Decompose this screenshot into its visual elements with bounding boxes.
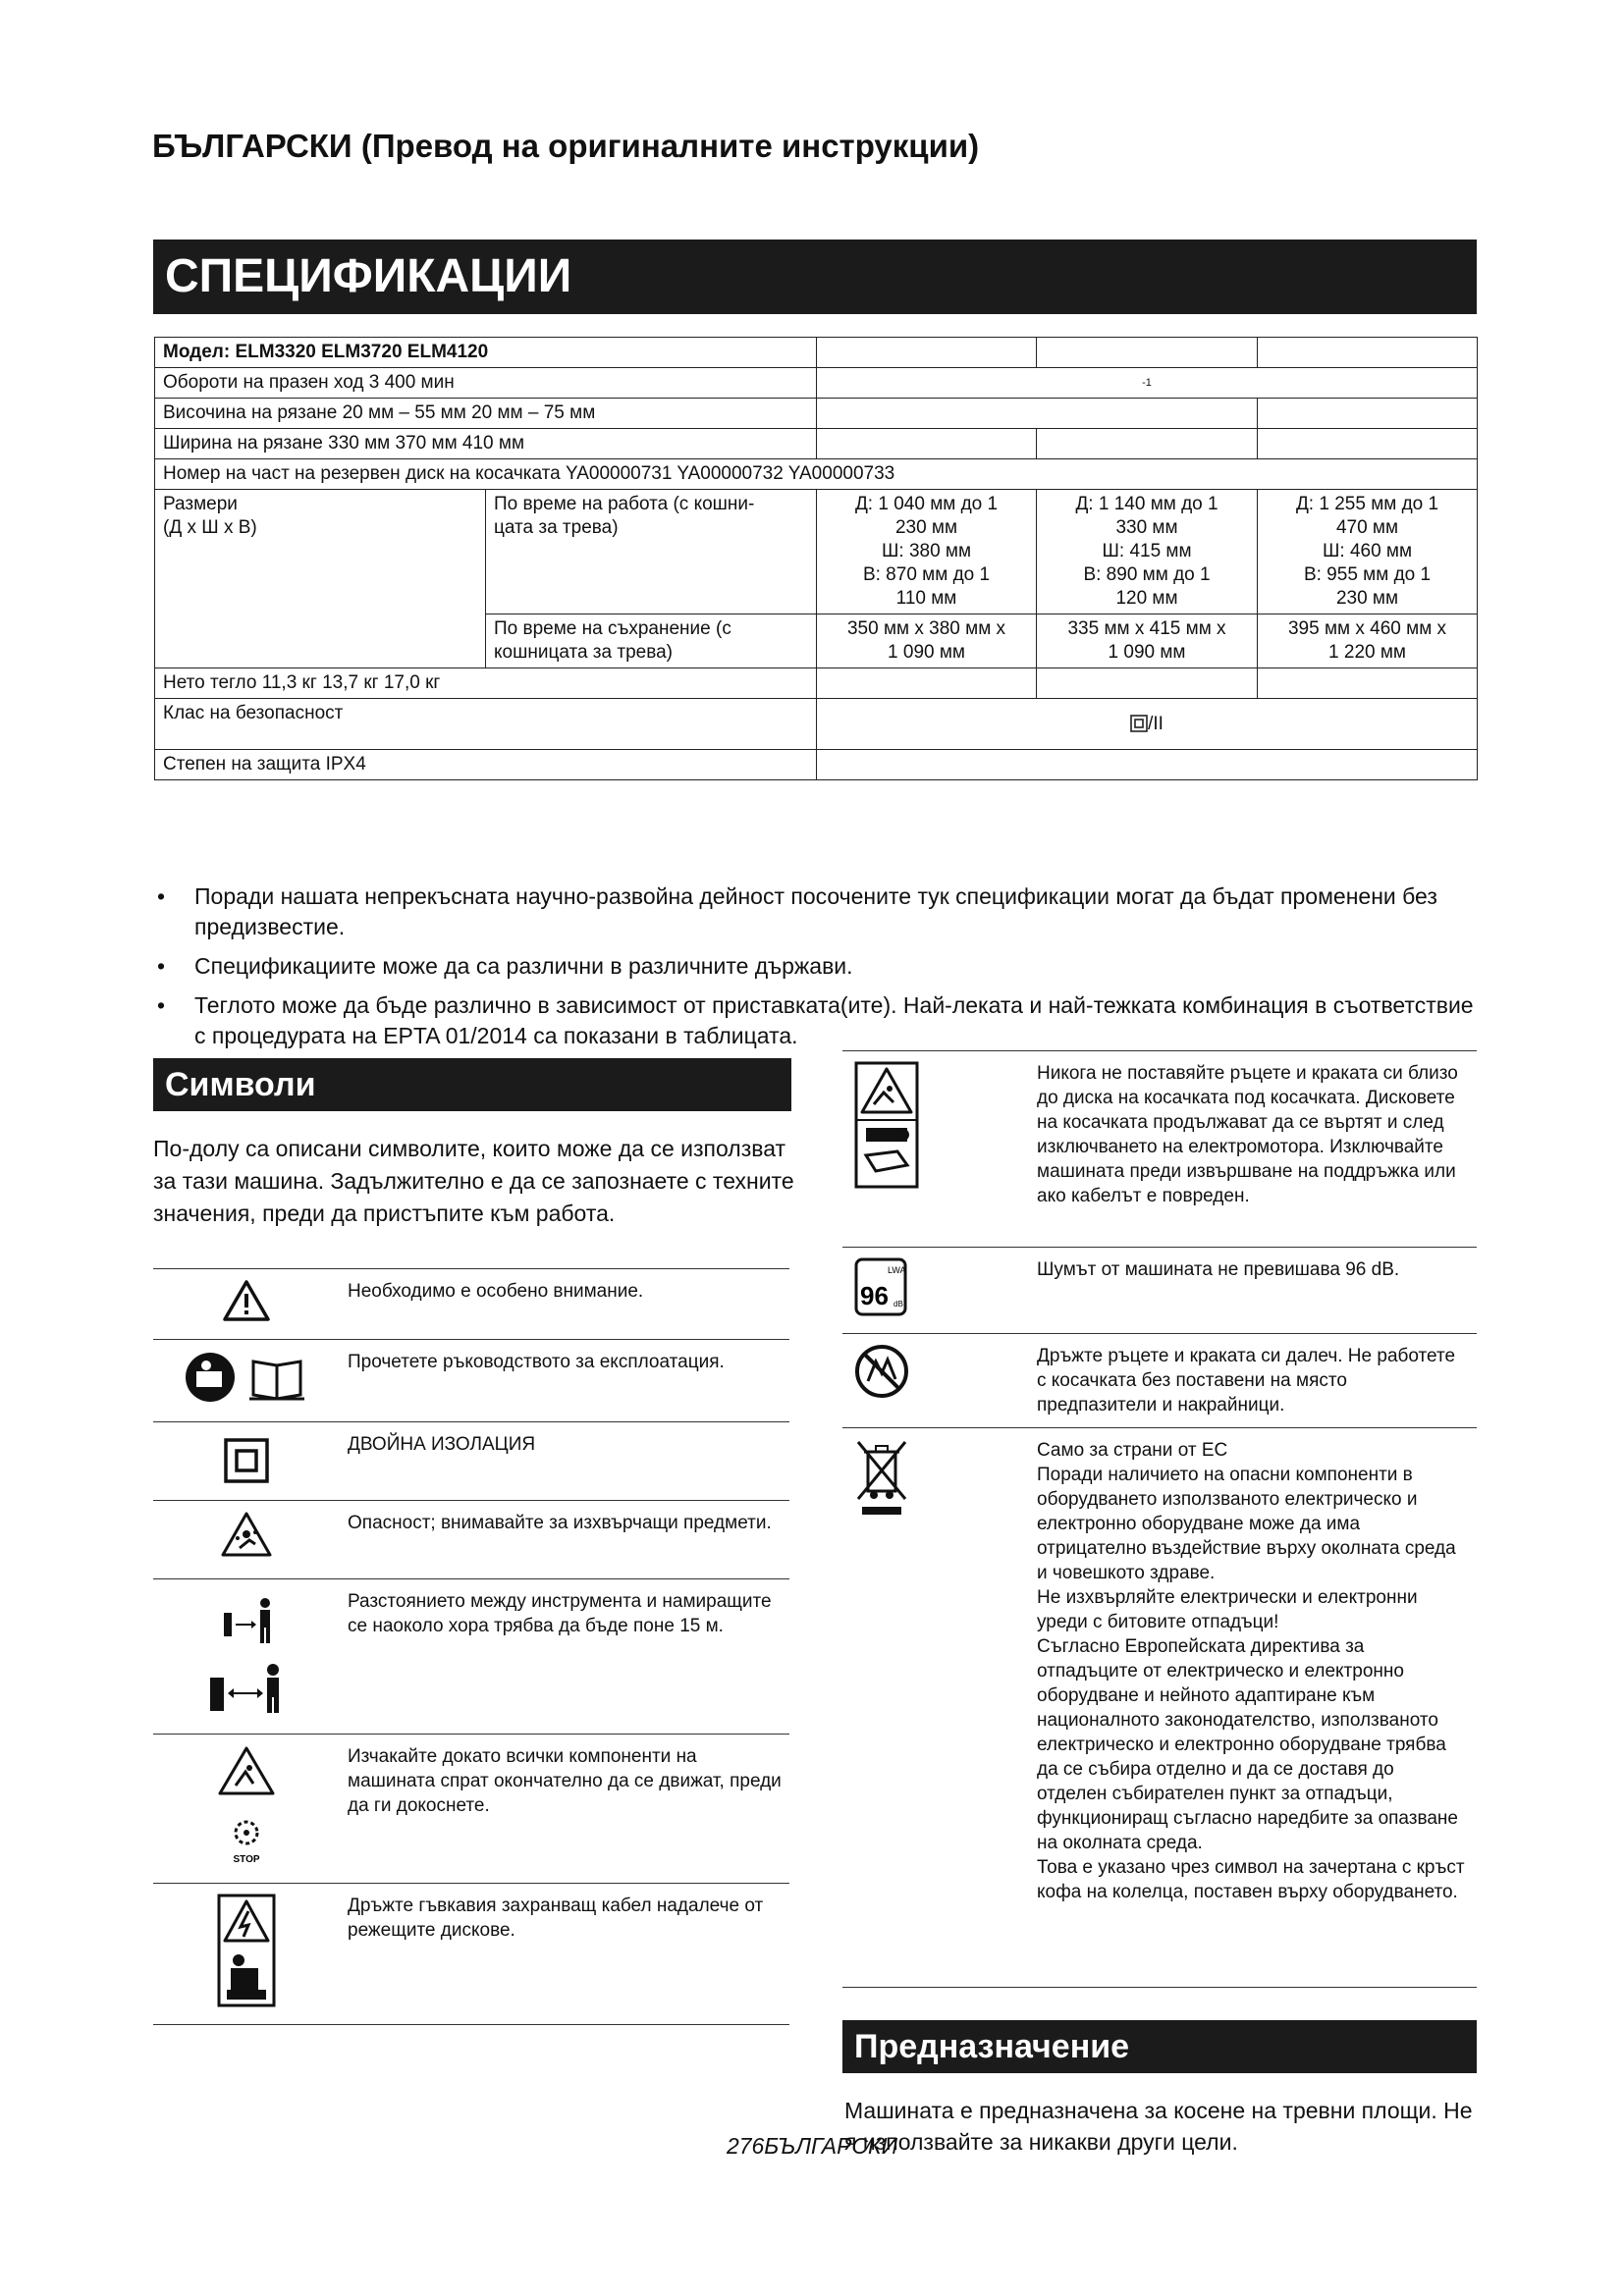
empty-cell (817, 338, 1037, 368)
table-row (153, 1735, 789, 1884)
empty-cell (1037, 338, 1258, 368)
specifications-table (154, 337, 1478, 780)
table-row (842, 1334, 1477, 1428)
safety-class-value-cell (817, 699, 1478, 750)
model-cell: Модел: ELM3320 ELM3720 ELM4120 (155, 338, 817, 368)
blade-hazard-icon (854, 1061, 919, 1189)
empty-cell (817, 750, 1478, 780)
flying-objects-icon (220, 1511, 273, 1558)
double-insulation-icon (224, 1438, 269, 1483)
symbol-text: Шумът от машината не превишава 96 dB. (1029, 1248, 1477, 1334)
note-text: Теглото може да бъде различно в зависимост от приставката(ите). Най-леката и най-тежката комбинация в съответствие с процедурата на EPTA 01/2014 са показани в таблицата. (194, 992, 1474, 1048)
list-item (157, 951, 1478, 982)
symbol-text: ДВОЙНА ИЗОЛАЦИЯ (340, 1422, 789, 1501)
table-row (153, 1884, 789, 2025)
blade-part-number-cell: Номер на част на резервен диск на косачката YA00000731 YA00000732 YA00000733 (155, 459, 1478, 490)
storage-label-cell: По време на съхранение (с кошницата за трева) (486, 614, 817, 668)
note-text: Поради нашата непрекъсната научно-развойна дейност посочените тук спецификации могат да бъдат променени без предизвестие. (194, 883, 1437, 939)
specifications-heading: СПЕЦИФИКАЦИИ (153, 240, 1477, 314)
operating-label-cell: По време на работа (с кошни- цата за трева) (486, 490, 817, 614)
table-row (155, 668, 1478, 699)
rpm-superscript: -1 (1142, 377, 1152, 389)
noise-unit: LWA (888, 1265, 906, 1275)
noise-value: 96 (860, 1281, 889, 1310)
bullet: • (157, 883, 166, 909)
specification-notes (157, 881, 1478, 1060)
stop-label: STOP (233, 1854, 260, 1865)
bystander-distance-icon (202, 1589, 291, 1717)
empty-cell (1258, 338, 1478, 368)
page-footer: 276БЪЛГАРСКИ (726, 2133, 898, 2159)
table-row (153, 1579, 789, 1735)
safety-class-cell: Клас на безопасност (155, 699, 817, 750)
net-weight-cell: Нето тегло 11,3 кг 13,7 кг 17,0 кг (155, 668, 817, 699)
empty-cell (817, 399, 1258, 429)
dimensions-label-cell: Размери (Д x Ш x В) (155, 490, 486, 668)
cutting-height-cell: Височина на рязане 20 мм – 55 мм 20 мм – 75 мм (155, 399, 817, 429)
symbol-text: Необходимо е особено внимание. (340, 1269, 789, 1340)
noise-level-icon (854, 1257, 907, 1316)
symbol-text: Никога не поставяйте ръцете и краката си близо до диска на косачката под косачката. Дисковете на косачката продължават да се въртят и след изключването на електромотора. Изключвайте машината преди извършване на поддръжка или ако кабелът е повреден. (1029, 1051, 1477, 1248)
empty-cell (817, 668, 1037, 699)
table-row (153, 1422, 789, 1501)
operating-value-cell: Д: 1 140 мм до 1 330 мм Ш: 415 мм В: 890 мм до 1 120 мм (1037, 490, 1258, 614)
list-item (157, 990, 1478, 1051)
table-row (155, 399, 1478, 429)
empty-cell (1037, 429, 1258, 459)
warning-icon (222, 1279, 271, 1322)
symbols-intro: По-долу са описани символите, които може да се използват за тази машина. Задължително е да се запознаете с техните значения, преди да пристъпите към работа. (153, 1136, 794, 1226)
table-row (155, 490, 1478, 614)
page-language-title: БЪЛГАРСКИ (Превод на оригиналните инструкции) (152, 128, 980, 164)
symbols-heading: Символи (153, 1058, 791, 1111)
table-row (155, 429, 1478, 459)
intended-use-heading: Предназначение (842, 2020, 1477, 2073)
storage-value-cell: 395 мм x 460 мм x 1 220 мм (1258, 614, 1478, 668)
cable-away-icon (217, 1894, 276, 2007)
storage-value-cell: 335 мм x 415 мм x 1 090 мм (1037, 614, 1258, 668)
empty-cell (817, 429, 1037, 459)
symbol-text: Опасност; внимавайте за изхвърчащи предмети. (340, 1501, 789, 1579)
empty-cell (1258, 429, 1478, 459)
symbols-table-left (153, 1268, 789, 2025)
wait-stop-icon (212, 1744, 281, 1866)
table-row (155, 338, 1478, 368)
table-row (842, 1428, 1477, 1988)
symbol-text: Изчакайте докато всички компоненти на машината спрат окончателно да се движат, преди да ги докоснете. (340, 1735, 789, 1884)
no-load-speed-cell: Обороти на празен ход 3 400 мин (155, 368, 817, 399)
read-manual-icon (183, 1350, 310, 1405)
symbols-table-right (842, 1050, 1477, 1988)
bullet: • (157, 953, 166, 979)
intended-use-text: Машината е предназначена за косене на тревни площи. Не я използвайте за никакви други цели. (844, 2098, 1473, 2155)
storage-value-cell: 350 мм x 380 мм x 1 090 мм (817, 614, 1037, 668)
table-row (842, 1248, 1477, 1334)
empty-cell (1037, 668, 1258, 699)
note-text: Спецификациите може да са различни в различните държави. (194, 953, 853, 979)
no-load-speed-value-cell (817, 368, 1478, 399)
empty-cell (1258, 399, 1478, 429)
safety-class-value: /II (1148, 713, 1164, 734)
table-row (155, 750, 1478, 780)
symbol-text: Само за страни от ЕС Поради наличието на опасни компоненти в оборудването използваното електрическо и електронно оборудване може да има отрицателно въздействие върху околната среда и човешкото здраве. Не изхвърляйте електрически и електронни уреди с битовите отпадъци! Съгласно Европейската директива за отпадъците от електрическо и електронно оборудване и нейното адаптиране към националното законодателство, използваното електрическо и електронно оборудване трябва да се събира отделно и да се доставя до отделен събирателен пункт за отпадъци, функциониращ съгласно наредбите за опазване на околната среда. Това е указано чрез символ на зачертана с кръст кофа на колелца, поставен върху оборудването. (1029, 1428, 1477, 1988)
weee-bin-icon (854, 1438, 909, 1517)
operating-value-cell: Д: 1 040 мм до 1 230 мм Ш: 380 мм В: 870 мм до 1 110 мм (817, 490, 1037, 614)
protection-cell: Степен на защита IPX4 (155, 750, 817, 780)
table-row (155, 699, 1478, 750)
operating-value-cell: Д: 1 255 мм до 1 470 мм Ш: 460 мм В: 955 мм до 1 230 мм (1258, 490, 1478, 614)
symbol-text: Дръжте ръцете и краката си далеч. Не работете с косачката без поставени на място предпазители и накрайници. (1029, 1334, 1477, 1428)
table-row (155, 459, 1478, 490)
table-row (155, 368, 1478, 399)
list-item (157, 881, 1478, 942)
table-row (153, 1269, 789, 1340)
table-row (153, 1340, 789, 1422)
table-row (153, 1501, 789, 1579)
bullet: • (157, 992, 166, 1018)
empty-cell (1258, 668, 1478, 699)
symbol-text: Прочетете ръководството за експлоатация. (340, 1340, 789, 1422)
double-insulation-small-icon (1130, 715, 1148, 732)
table-row (842, 1051, 1477, 1248)
noise-db: dB (893, 1300, 903, 1308)
symbol-text: Разстоянието между инструмента и намиращите се наоколо хора трябва да бъде поне 15 м. (340, 1579, 789, 1735)
cutting-width-cell: Ширина на рязане 330 мм 370 мм 410 мм (155, 429, 817, 459)
keep-hands-away-icon (854, 1344, 909, 1399)
symbol-text: Дръжте гъвкавия захранващ кабел надалече от режещите дискове. (340, 1884, 789, 2025)
